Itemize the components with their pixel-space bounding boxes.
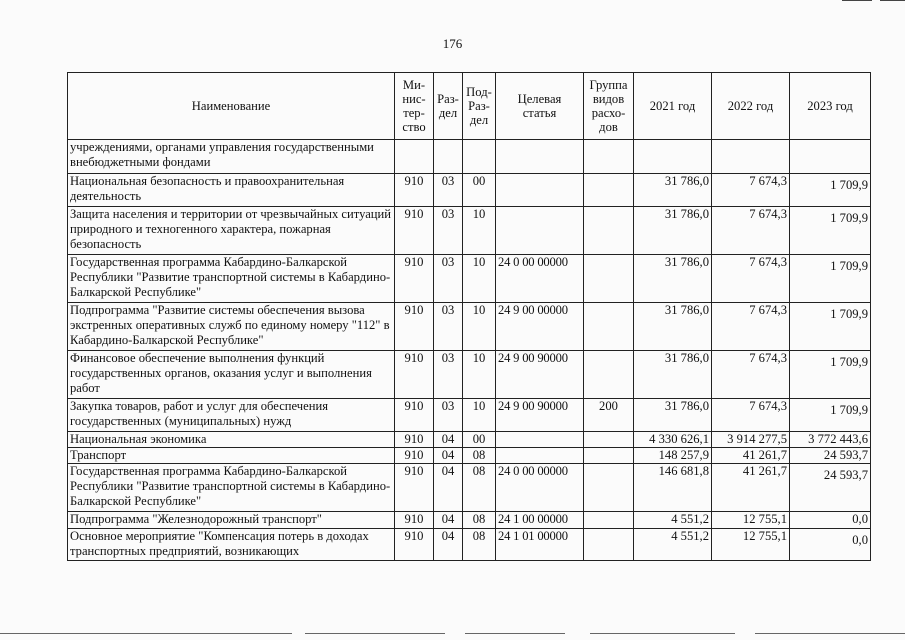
row-ministry: 910 — [395, 255, 434, 303]
row-ministry: 910 — [395, 207, 434, 255]
footer-rule — [0, 633, 292, 634]
header-expense-group: Группа видов расхо- дов — [584, 73, 634, 140]
row-ministry: 910 — [395, 432, 434, 448]
row-subsection: 10 — [463, 255, 496, 303]
table-row — [68, 512, 871, 529]
row-target-article: 24 9 00 00000 — [496, 303, 584, 351]
row-name: Государственная программа Кабардино-Балкарской Республики "Развитие транспортной системы в Кабардино-Балкарской Республике" — [68, 464, 395, 512]
page-number: 176 — [442, 36, 463, 51]
row-2021: 148 257,9 — [634, 448, 712, 464]
footer-rule — [755, 633, 905, 634]
header-2022: 2022 год — [712, 73, 790, 140]
row-name: Транспорт — [68, 448, 395, 464]
row-expense-group — [584, 303, 634, 351]
row-2022 — [712, 140, 790, 174]
header-2021: 2021 год — [634, 73, 712, 140]
row-2022: 7 674,3 — [712, 351, 790, 399]
row-section: 04 — [434, 464, 463, 512]
row-subsection: 00 — [463, 174, 496, 207]
table-body — [68, 140, 871, 561]
row-expense-group — [584, 529, 634, 561]
row-2023: 1 709,9 — [790, 303, 871, 351]
row-section: 04 — [434, 432, 463, 448]
row-ministry — [395, 140, 434, 174]
row-2021: 146 681,8 — [634, 464, 712, 512]
row-2022: 3 914 277,5 — [712, 432, 790, 448]
row-2021: 4 551,2 — [634, 512, 712, 529]
row-subsection: 08 — [463, 529, 496, 561]
row-section: 03 — [434, 351, 463, 399]
row-2023: 0,0 — [790, 512, 871, 529]
footer-rule — [465, 633, 565, 634]
row-2023: 1 709,9 — [790, 255, 871, 303]
row-2023 — [790, 140, 871, 174]
row-ministry: 910 — [395, 303, 434, 351]
row-2022: 12 755,1 — [712, 512, 790, 529]
row-2021 — [634, 140, 712, 174]
row-2023: 3 772 443,6 — [790, 432, 871, 448]
table-row — [68, 351, 871, 399]
row-section: 04 — [434, 448, 463, 464]
row-2022: 7 674,3 — [712, 174, 790, 207]
table-header-row — [68, 73, 871, 140]
row-name: Национальная безопасность и правоохранительная деятельность — [68, 174, 395, 207]
row-expense-group — [584, 174, 634, 207]
row-section: 03 — [434, 399, 463, 432]
footer-rule — [590, 633, 735, 634]
row-expense-group — [584, 207, 634, 255]
row-2021: 31 786,0 — [634, 255, 712, 303]
header-2023: 2023 год — [790, 73, 871, 140]
row-expense-group — [584, 255, 634, 303]
row-ministry: 910 — [395, 512, 434, 529]
row-target-article: 24 1 01 00000 — [496, 529, 584, 561]
table-row — [68, 432, 871, 448]
row-subsection: 10 — [463, 351, 496, 399]
row-section: 03 — [434, 207, 463, 255]
row-ministry: 910 — [395, 464, 434, 512]
row-2022: 7 674,3 — [712, 399, 790, 432]
row-expense-group — [584, 512, 634, 529]
row-target-article — [496, 140, 584, 174]
table-row — [68, 529, 871, 561]
row-name: Подпрограмма "Развитие системы обеспечения вызова экстренных оперативных служб по единому номеру "112" в Кабардино-Балкарской Республике" — [68, 303, 395, 351]
row-expense-group — [584, 140, 634, 174]
row-2023: 24 593,7 — [790, 448, 871, 464]
row-2023: 1 709,9 — [790, 174, 871, 207]
row-2021: 31 786,0 — [634, 303, 712, 351]
row-ministry: 910 — [395, 174, 434, 207]
footer-rule — [305, 633, 445, 634]
row-name: Национальная экономика — [68, 432, 395, 448]
row-expense-group — [584, 351, 634, 399]
row-target-article: 24 1 00 00000 — [496, 512, 584, 529]
budget-table — [67, 72, 871, 561]
row-name: Государственная программа Кабардино-Балкарской Республики "Развитие транспортной системы в Кабардино-Балкарской Республике" — [68, 255, 395, 303]
row-target-article — [496, 207, 584, 255]
row-2022: 12 755,1 — [712, 529, 790, 561]
row-name: Основное мероприятие "Компенсация потерь в доходах транспортных предприятий, возникающих — [68, 529, 395, 561]
row-2021: 31 786,0 — [634, 174, 712, 207]
row-target-article: 24 0 00 00000 — [496, 464, 584, 512]
row-2023: 0,0 — [790, 529, 871, 561]
row-section: 04 — [434, 512, 463, 529]
row-target-article: 24 9 00 90000 — [496, 399, 584, 432]
header-name: Наименование — [68, 73, 395, 140]
header-ministry: Ми- нис- тер- ство — [395, 73, 434, 140]
row-ministry: 910 — [395, 399, 434, 432]
row-2022: 7 674,3 — [712, 207, 790, 255]
row-2022: 7 674,3 — [712, 303, 790, 351]
row-2023: 1 709,9 — [790, 207, 871, 255]
row-section: 03 — [434, 303, 463, 351]
row-ministry: 910 — [395, 529, 434, 561]
row-2022: 41 261,7 — [712, 448, 790, 464]
header-subsection: Под- Раз- дел — [463, 73, 496, 140]
table-row — [68, 303, 871, 351]
row-expense-group: 200 — [584, 399, 634, 432]
row-name: Защита населения и территории от чрезвычайных ситуаций природного и техногенного характера, пожарная безопасность — [68, 207, 395, 255]
row-name: Подпрограмма "Железнодорожный транспорт" — [68, 512, 395, 529]
scan-edge-mark — [842, 0, 872, 1]
table-row — [68, 464, 871, 512]
row-target-article — [496, 174, 584, 207]
row-2022: 41 261,7 — [712, 464, 790, 512]
row-ministry: 910 — [395, 448, 434, 464]
table-row — [68, 255, 871, 303]
row-2021: 4 330 626,1 — [634, 432, 712, 448]
row-target-article: 24 9 00 90000 — [496, 351, 584, 399]
table-row — [68, 399, 871, 432]
row-name: Финансовое обеспечение выполнения функций государственных органов, оказания услуг и выполнения работ — [68, 351, 395, 399]
header-target-article: Целевая статья — [496, 73, 584, 140]
row-2022: 7 674,3 — [712, 255, 790, 303]
row-expense-group — [584, 432, 634, 448]
header-section: Раз- дел — [434, 73, 463, 140]
row-2021: 4 551,2 — [634, 529, 712, 561]
row-2023: 24 593,7 — [790, 464, 871, 512]
row-name: учреждениями, органами управления государственными внебюджетными фондами — [68, 140, 395, 174]
row-2023: 1 709,9 — [790, 351, 871, 399]
row-subsection — [463, 140, 496, 174]
table-row — [68, 207, 871, 255]
row-section: 03 — [434, 174, 463, 207]
row-2021: 31 786,0 — [634, 207, 712, 255]
row-subsection: 08 — [463, 512, 496, 529]
row-target-article — [496, 432, 584, 448]
row-name: Закупка товаров, работ и услуг для обеспечения государственных (муниципальных) нужд — [68, 399, 395, 432]
row-section — [434, 140, 463, 174]
row-expense-group — [584, 464, 634, 512]
row-2023: 1 709,9 — [790, 399, 871, 432]
row-target-article — [496, 448, 584, 464]
row-expense-group — [584, 448, 634, 464]
row-ministry: 910 — [395, 351, 434, 399]
table-row — [68, 448, 871, 464]
row-2021: 31 786,0 — [634, 399, 712, 432]
row-subsection: 08 — [463, 448, 496, 464]
row-subsection: 10 — [463, 303, 496, 351]
row-subsection: 00 — [463, 432, 496, 448]
scan-edge-mark — [880, 0, 905, 1]
row-subsection: 08 — [463, 464, 496, 512]
row-subsection: 10 — [463, 207, 496, 255]
table-row — [68, 174, 871, 207]
row-section: 04 — [434, 529, 463, 561]
row-target-article: 24 0 00 00000 — [496, 255, 584, 303]
row-2021: 31 786,0 — [634, 351, 712, 399]
row-subsection: 10 — [463, 399, 496, 432]
row-section: 03 — [434, 255, 463, 303]
table-row — [68, 140, 871, 174]
